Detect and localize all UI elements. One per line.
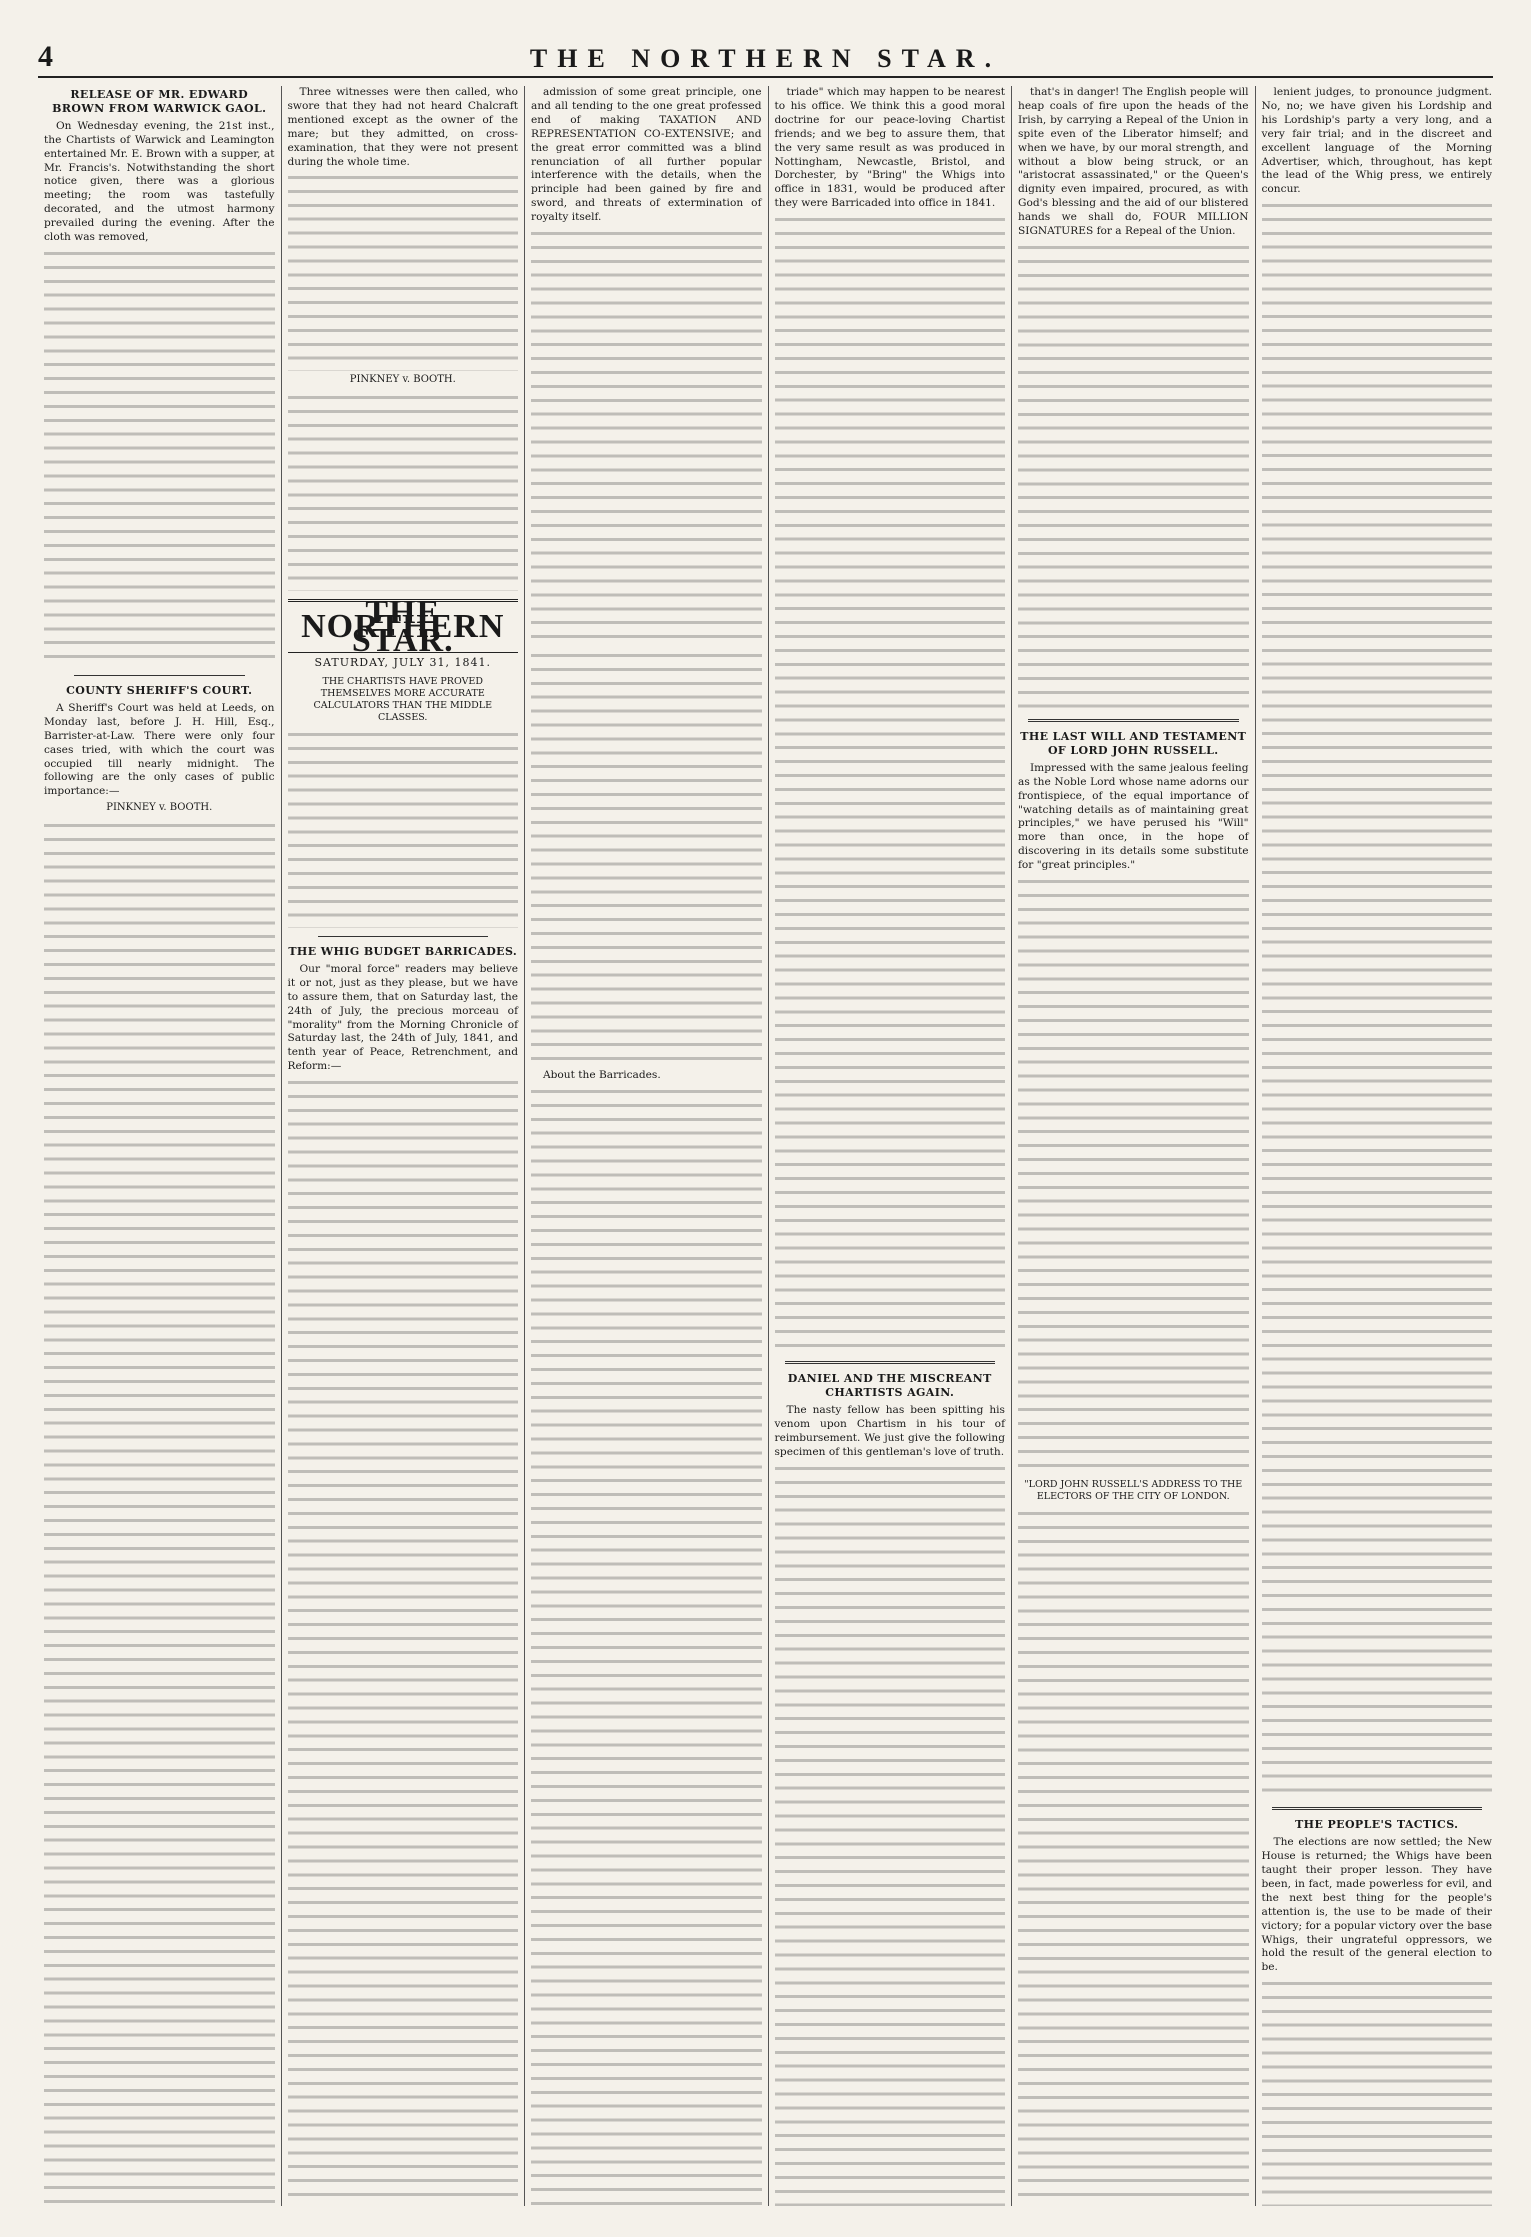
article-text-lines [288,728,519,928]
article-text-lines [288,171,519,371]
article-text-lines [1018,875,1249,1475]
article-text: About the Barricades. [543,1069,661,1082]
article-text-lines [1018,241,1249,711]
column-2 [282,86,526,2206]
article-text-lines [531,1085,762,2206]
article-heading: RELEASE OF MR. EDWARD BROWN FROM WARWICK GAOL. [52,88,267,115]
case-title: PINKNEY v. BOOTH. [106,802,213,814]
article-text-lines [775,1462,1006,2206]
address-heading: "LORD JOHN RUSSELL'S ADDRESS TO THE ELECTORS OF THE CITY OF LONDON. [1024,1479,1243,1503]
article-heading: THE PEOPLE'S TACTICS. [1295,1818,1459,1832]
article-heading: DANIEL AND THE MISCREANT CHARTISTS AGAIN. [787,1372,992,1400]
article-heading: THE WHIG BUDGET BARRICADES. [288,944,518,958]
article-text-lines [1262,1977,1493,2206]
article-text: Impressed with the same jealous feeling as the Noble Lord whose name adorns our frontispiece, of the equal importance of "watching details as of maintaining great principles," we have perused his "Will" more than once, in the hope of discovering in its details some substitute for "great principles." [1018,761,1249,872]
article-text: that's in danger! The English people will heap coals of fire upon the heads of the Irish, by carrying a Repeal of the Union in spite even of the Liberator himself; and when we have, by our moral strength, and without a blow being struck, or an "aristocrat assassinated," or the Queen's dignity even impaired, procured, as with God's blessing and the aid of our blistered hands we shall do, FOUR MILLION SIGNATURES for a Repeal of the Union. [1018,86,1249,238]
divider [1272,1807,1483,1810]
masthead [38,40,1493,78]
article-text: admission of some great principle, one and all tending to the one great professed end of making TAXATION AND REPRESENTATION CO-EXTENSIVE; and the great error committed was a blind renunciation of all further popular interference with the details, when the principle had been gained by fire and sword, and threats of extermination of royalty itself. [531,86,762,224]
article-text-lines [288,391,519,591]
article-text-lines [1018,1507,1249,2206]
article-text-lines [288,1076,519,2206]
leader-paper-title: THE NORTHERN STAR. [288,599,519,653]
page-number: 4 [38,40,53,73]
article-heading: THE LAST WILL AND TESTAMENT OF LORD JOHN RUSSELL. [1020,729,1247,757]
article-text: The nasty fellow has been spitting his venom upon Chartism in his tour of reimbursement. We just give the following specimen of this gentleman's love of truth. [774,1403,1005,1458]
article-text: On Wednesday evening, the 21st inst., the Chartists of Warwick and Leamington entertained Mr. E. Brown with a supper, at Mr. Francis's. Notwithstanding the short notice given, there was a glorious meeting; the room was tastefully decorated, and the utmost harmony prevailed during the evening. After the cloth was removed, [44,119,275,244]
divider [74,675,245,676]
article-text-lines [44,819,275,2206]
article-heading: COUNTY SHERIFF'S COURT. [66,683,253,697]
article-text: The elections are now settled; the New House is returned; the Whigs have been taught their proper lesson. They have been, in fact, made powerless for evil, and the next best thing for the people's attention is, the use to be made of their victory; for a popular victory over the base Whigs, their ungrateful oppressors, we hold the result of the general election to be. [1261,1836,1492,1974]
article-text: triade" which may happen to be nearest to his office. We think this a good moral doctrine for our peace-loving Chartist friends; and we beg to assure them, that the very same result as was produced in Nottingham, Newcastle, Bristol, and Dorchester, by "Bring" the Whigs into office in 1831, would be produced after they were Barricaded into office in 1841. [774,86,1005,210]
article-text-lines [775,213,1006,1353]
column-3 [525,86,769,2206]
column-4 [769,86,1013,2206]
paper-title: THE NORTHERN STAR. [529,44,1002,73]
divider [318,936,489,937]
editorial-notice: THE CHARTISTS HAVE PROVED THEMSELVES MORE ACCURATE CALCULATORS THAN THE MIDDLE CLASSES. [313,675,492,723]
article-text-lines [1262,199,1493,1799]
article-text-lines [531,649,762,1069]
article-text: lenient judges, to pronounce judgment. No, no; we have given his Lordship and his Lordship's party a very long, and a very fair trial; and in the discreet and excellent language of the Morning Advertiser, which, throughout, has kept the lead of the Whig press, we entirely concur. [1261,86,1492,196]
divider [785,1361,996,1364]
newspaper-columns [38,86,1498,2206]
column-1 [38,86,282,2206]
article-text-lines [531,227,762,647]
column-6 [1256,86,1499,2206]
article-text-lines [44,247,275,667]
case-title: PINKNEY v. BOOTH. [349,374,456,386]
article-text: Three witnesses were then called, who swore that they had not heard Chalcraft mentioned except as the owner of the mare; but they admitted, on cross-examination, that they were not present during the whole time. [287,86,518,168]
column-5 [1012,86,1256,2206]
issue-date: SATURDAY, JULY 31, 1841. [314,656,491,670]
divider [1028,719,1239,722]
article-text: Our "moral force" readers may believe it or not, just as they please, but we have to assure them, that on Saturday last, the 24th of July, the precious morceau of "morality" from the Morning Chronicle of Saturday last, the 24th of July, 1841, and tenth year of Peace, Retrenchment, and Reform:— [287,962,518,1073]
article-text: A Sheriff's Court was held at Leeds, on Monday last, before J. H. Hill, Esq., Barrister-at-Law. There were only four cases tried, with which the court was occupied till nearly midnight. The following are the only cases of public importance:— [44,701,275,798]
